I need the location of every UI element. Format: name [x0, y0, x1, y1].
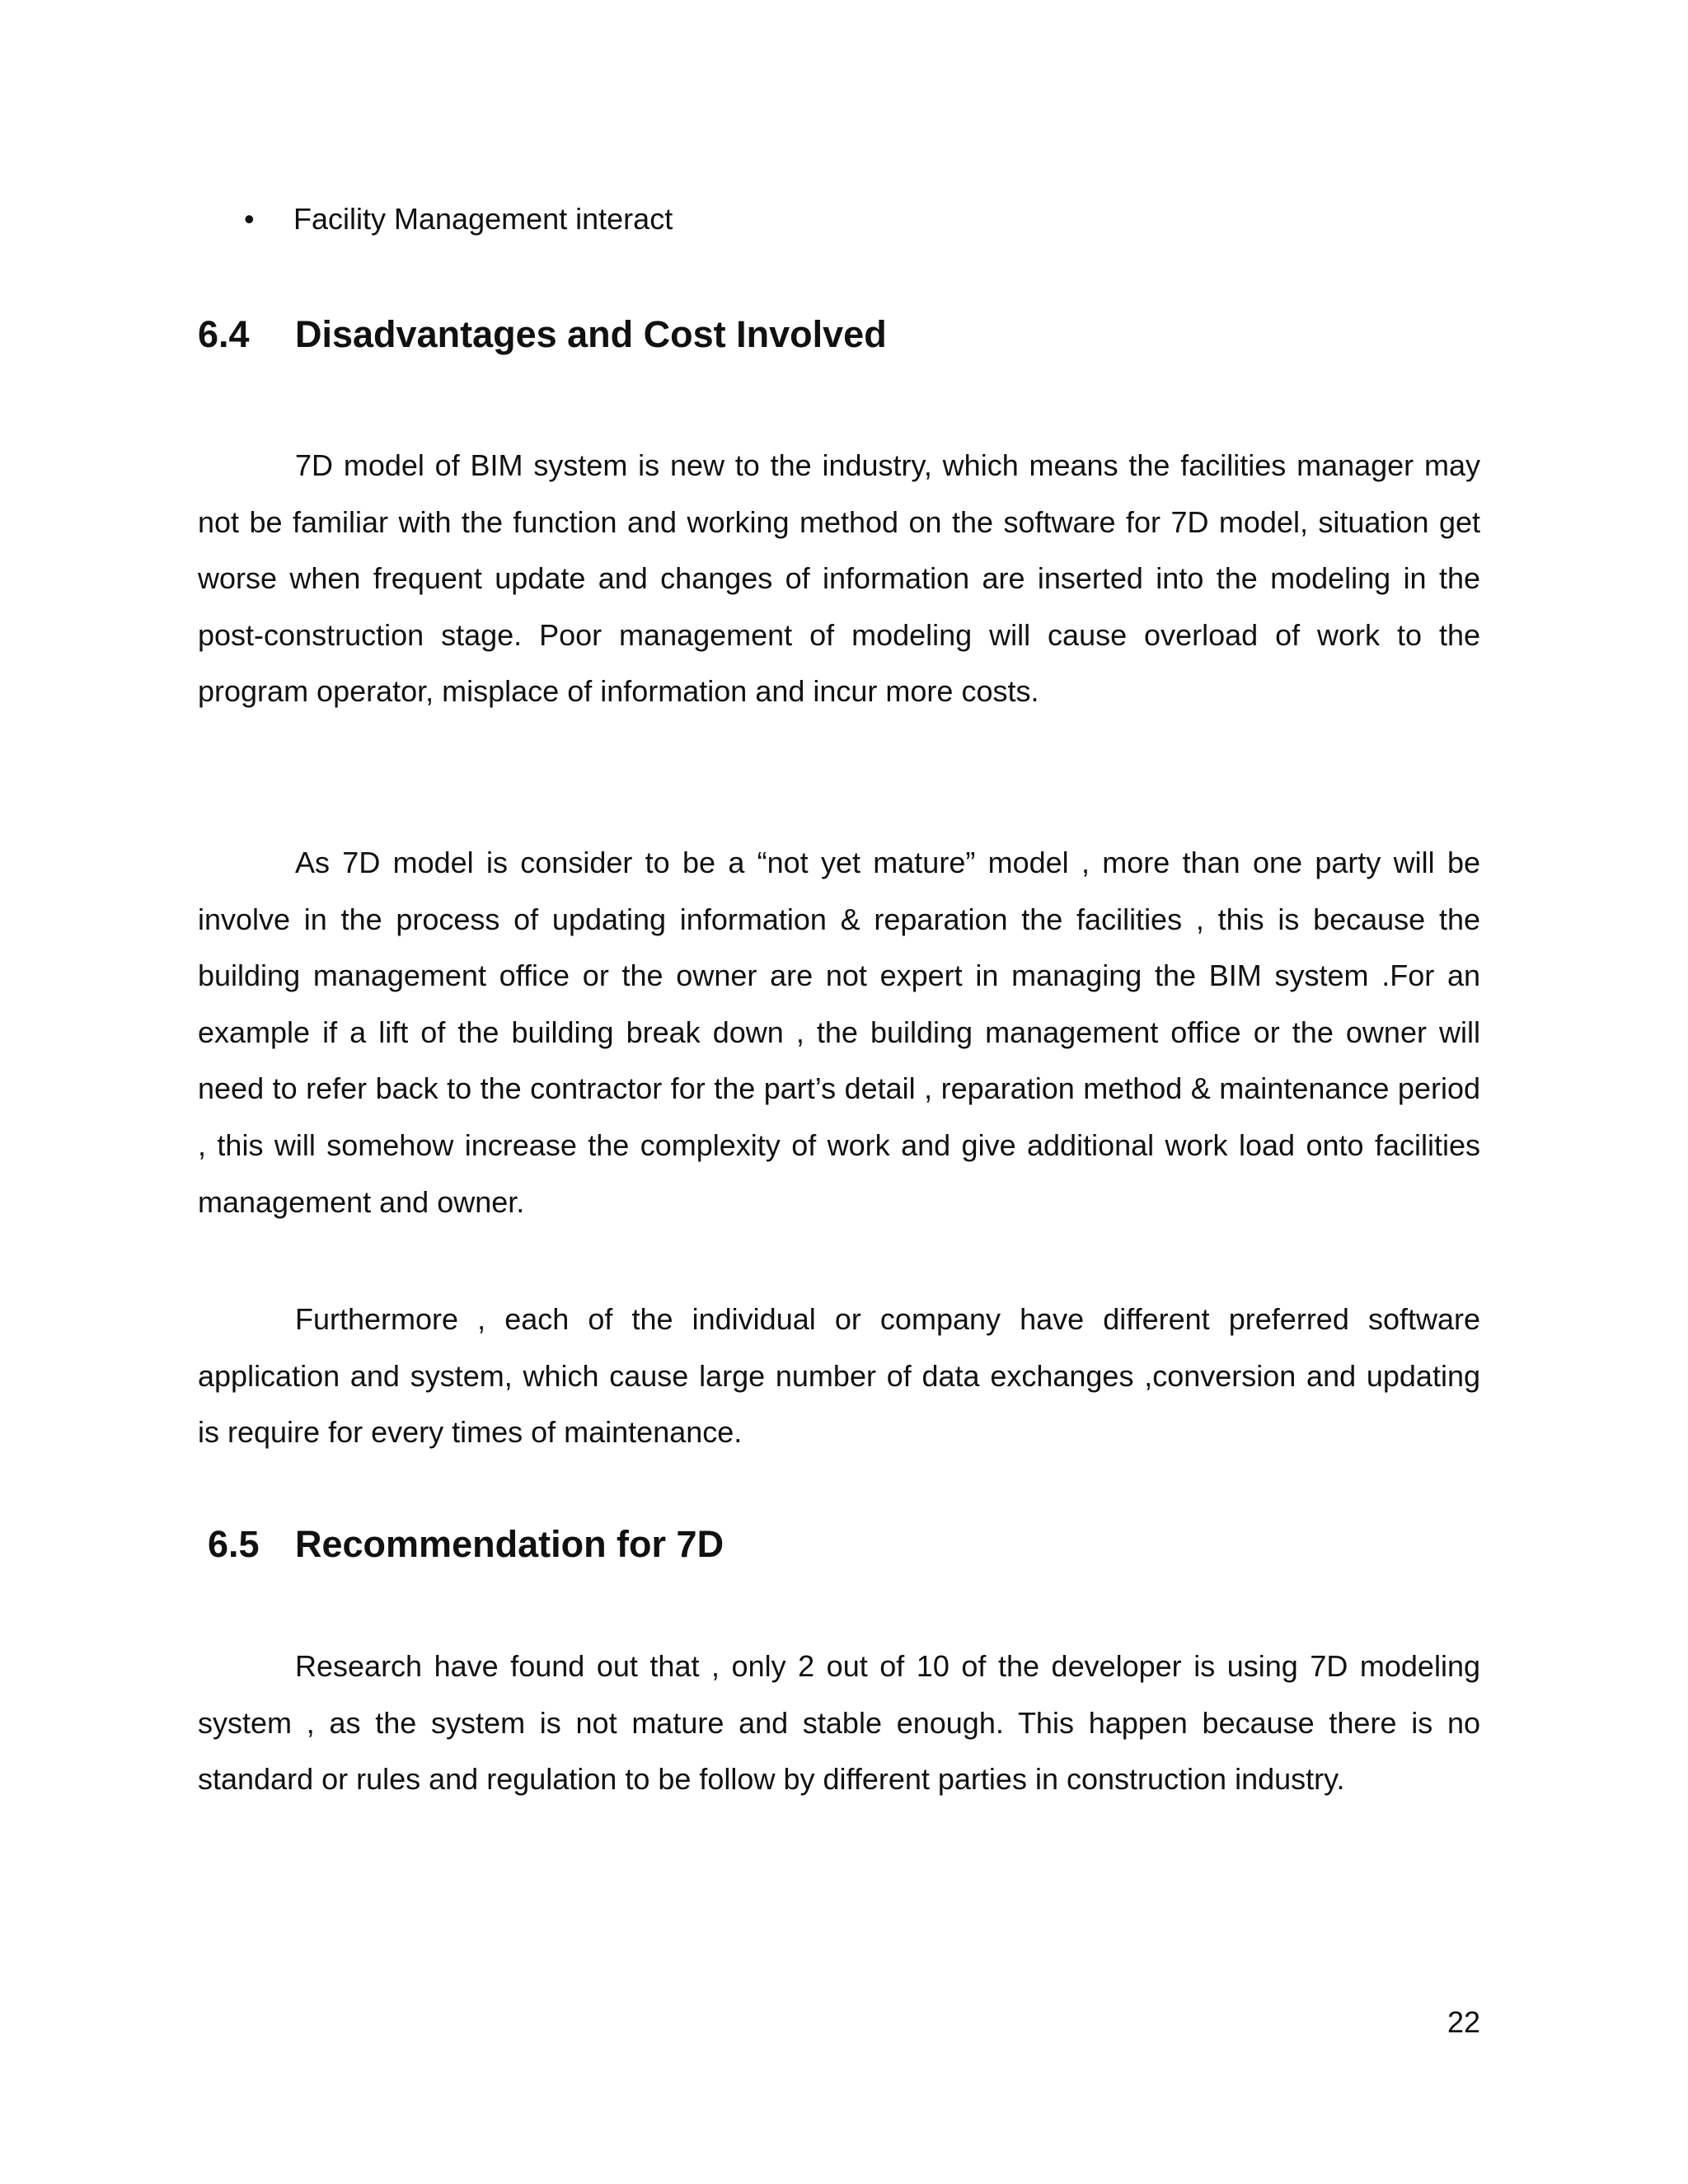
page-number: 22	[1447, 2005, 1480, 2039]
paragraph-disadvantages-1: 7D model of BIM system is new to the industry, which means the facilities manager may not be familiar with the function and working method on the software for 7D model, situation get worse when frequent update and changes of information are inserted into the modeling in the post-construction stage. Poor management of modeling will cause overload of work to the program operator, misplace of information and incur more costs.	[198, 448, 1480, 709]
section-number: 6.4	[198, 313, 250, 355]
bullet-text: Facility Management interact	[293, 202, 673, 236]
section-title: Recommendation for 7D	[295, 1523, 724, 1565]
bullet-icon: •	[244, 202, 255, 236]
paragraph-disadvantages-3: Furthermore , each of the individual or company have different preferred software application and system, which cause large number of data exchanges ,conversion and updating is require for every times of maintenance.	[198, 1302, 1480, 1450]
section-number: 6.5	[208, 1523, 260, 1565]
paragraph-disadvantages-2: As 7D model is consider to be a “not yet mature” model , more than one party will be involve in the process of updating information & reparation the facilities , this is because the building management office or the owner are not expert in managing the BIM system .For an example if a lift of the building break down , the building management office or the owner will need to refer back to the contractor for the part’s detail , reparation method & maintenance period , this will somehow increase the complexity of work and give additional work load onto facilities management and owner.	[198, 846, 1480, 1219]
section-title: Disadvantages and Cost Involved	[295, 313, 887, 355]
paragraph-recommendation-1: Research have found out that , only 2 out of 10 of the developer is using 7D modeling system , as the system is not mature and stable enough. This happen because there is no standard or rules and regulation to be follow by different parties in construction industry.	[198, 1649, 1480, 1797]
